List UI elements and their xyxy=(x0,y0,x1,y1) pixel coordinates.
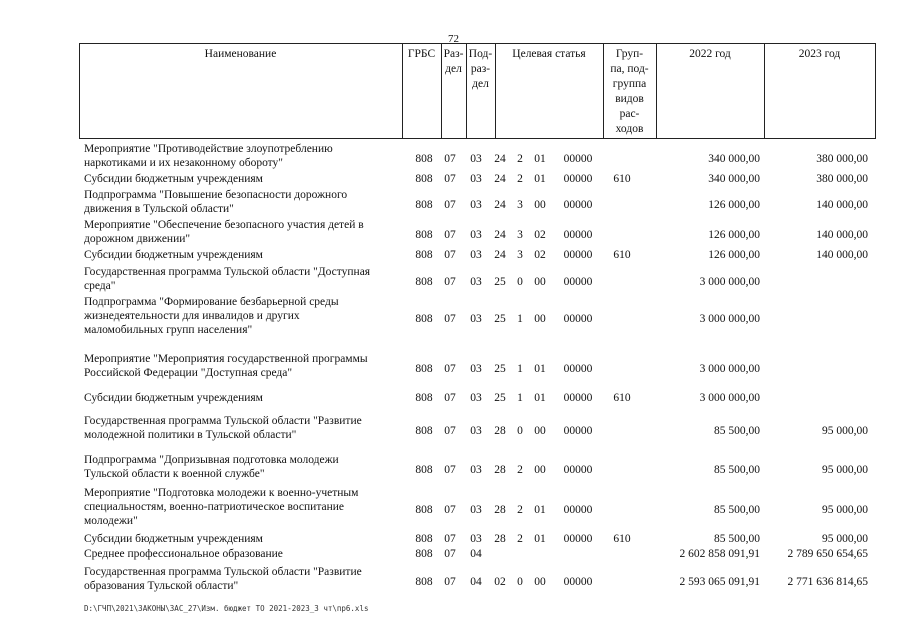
table-row xyxy=(84,414,874,442)
row-target-event: 01 xyxy=(534,173,546,185)
row-amount-2022: 3 000 000,00 xyxy=(699,363,760,375)
row-amount-2022: 126 000,00 xyxy=(708,249,760,261)
row-name-line: Субсидии бюджетным учреждениям xyxy=(84,249,263,261)
row-name-line: образования Тульской области" xyxy=(84,580,239,592)
row-grbs: 808 xyxy=(415,173,433,185)
table-row xyxy=(84,265,874,293)
row-name xyxy=(84,547,400,561)
row-target-code: 00000 xyxy=(563,392,593,404)
row-target-program: 28 xyxy=(494,504,506,516)
row-name-line: Субсидии бюджетным учреждениям xyxy=(84,173,263,185)
row-amount-2022: 340 000,00 xyxy=(708,153,760,165)
row-podrazdel: 03 xyxy=(470,199,482,211)
row-name-line: Мероприятие "Обеспечение безопасного участия детей в xyxy=(84,219,364,231)
table-row xyxy=(84,547,874,561)
row-name-line: движения в Тульской области" xyxy=(84,203,234,215)
row-name-line: жизнедеятельности для инвалидов и других xyxy=(84,310,300,322)
row-amount-2022: 85 500,00 xyxy=(714,425,760,437)
row-target-code: 00000 xyxy=(563,533,593,545)
row-expense-group: 610 xyxy=(613,249,631,261)
row-target-code: 00000 xyxy=(563,153,593,165)
table-row xyxy=(84,142,874,170)
header-grbs: ГРБС xyxy=(407,48,436,60)
row-razdel: 07 xyxy=(444,276,456,288)
table-row xyxy=(84,218,874,246)
row-target-subprogram: 2 xyxy=(517,533,523,545)
table-row xyxy=(84,486,874,528)
row-grbs: 808 xyxy=(415,229,433,241)
row-podrazdel: 03 xyxy=(470,425,482,437)
row-expense-group: 610 xyxy=(613,533,631,545)
row-grbs: 808 xyxy=(415,533,433,545)
row-amount-2022: 2 602 858 091,91 xyxy=(679,548,760,560)
row-target-code: 00000 xyxy=(563,199,593,211)
row-razdel: 07 xyxy=(444,153,456,165)
row-target-event: 02 xyxy=(534,249,546,261)
row-amount-2022: 85 500,00 xyxy=(714,464,760,476)
row-grbs: 808 xyxy=(415,249,433,261)
row-target-program: 02 xyxy=(494,576,506,588)
row-target-code: 00000 xyxy=(563,576,593,588)
row-name-line: Субсидии бюджетным учреждениям xyxy=(84,392,263,404)
row-amount-2022: 340 000,00 xyxy=(708,173,760,185)
row-podrazdel: 03 xyxy=(470,173,482,185)
page-number: 72 xyxy=(448,33,459,45)
row-amount-2023: 380 000,00 xyxy=(816,153,868,165)
table-row xyxy=(84,352,874,380)
row-target-subprogram: 2 xyxy=(517,153,523,165)
row-amount-2023: 2 789 650 654,65 xyxy=(787,548,868,560)
row-amount-2022: 2 593 065 091,91 xyxy=(679,576,760,588)
row-name-line: Тульской области к военной службе" xyxy=(84,468,265,480)
row-amount-2023: 95 000,00 xyxy=(822,425,868,437)
row-name-line: Подпрограмма "Формирование безбарьерной среды xyxy=(84,296,339,308)
row-amount-2022: 126 000,00 xyxy=(708,229,760,241)
file-path: D:\ГЧП\2021\ЗАКОНЫ\ЗАС_27\Изм. бюджет ТО 2021-2023_3 чт\пр6.xls xyxy=(84,604,369,613)
row-name-line: дорожном движении" xyxy=(84,233,191,245)
row-target-program: 24 xyxy=(494,229,506,241)
row-target-event: 01 xyxy=(534,533,546,545)
row-amount-2023: 95 000,00 xyxy=(822,533,868,545)
row-name xyxy=(84,295,400,337)
row-amount-2023: 95 000,00 xyxy=(822,464,868,476)
row-target-event: 00 xyxy=(534,464,546,476)
row-target-event: 01 xyxy=(534,392,546,404)
row-target-event: 01 xyxy=(534,363,546,375)
row-grbs: 808 xyxy=(415,425,433,437)
row-name-line: специальностям, военно-патриотическое воспитание xyxy=(84,501,345,513)
row-razdel: 07 xyxy=(444,425,456,437)
row-target-program: 28 xyxy=(494,425,506,437)
row-expense-group: 610 xyxy=(613,173,631,185)
row-name xyxy=(84,486,400,528)
row-grbs: 808 xyxy=(415,313,433,325)
table-row xyxy=(84,565,874,593)
row-podrazdel: 03 xyxy=(470,464,482,476)
row-target-subprogram: 2 xyxy=(517,504,523,516)
row-target-code: 00000 xyxy=(563,249,593,261)
table-row xyxy=(84,248,874,262)
row-name xyxy=(84,188,400,216)
row-amount-2022: 85 500,00 xyxy=(714,533,760,545)
row-name-line: молодежи" xyxy=(84,515,138,527)
row-name xyxy=(84,352,400,380)
row-target-code: 00000 xyxy=(563,425,593,437)
row-name-line: Субсидии бюджетным учреждениям xyxy=(84,533,263,545)
row-target-subprogram: 2 xyxy=(517,173,523,185)
row-amount-2022: 126 000,00 xyxy=(708,199,760,211)
row-podrazdel: 03 xyxy=(470,276,482,288)
row-amount-2022: 85 500,00 xyxy=(714,504,760,516)
row-target-subprogram: 2 xyxy=(517,464,523,476)
row-grbs: 808 xyxy=(415,464,433,476)
row-name-line: молодежной политики в Тульской области" xyxy=(84,429,297,441)
row-name-line: Мероприятие "Подготовка молодежи к военно-учетным xyxy=(84,487,359,499)
row-target-event: 00 xyxy=(534,425,546,437)
row-target-code: 00000 xyxy=(563,229,593,241)
row-target-subprogram: 1 xyxy=(517,313,523,325)
row-name-line: Среднее профессиональное образование xyxy=(84,548,283,560)
table-row xyxy=(84,172,874,186)
row-name-line: маломобильных групп населения" xyxy=(84,324,253,336)
row-expense-group: 610 xyxy=(613,392,631,404)
table-header xyxy=(79,43,876,139)
row-name xyxy=(84,265,400,293)
header-name: Наименование xyxy=(204,48,277,60)
row-razdel: 07 xyxy=(444,576,456,588)
row-target-event: 01 xyxy=(534,504,546,516)
row-target-subprogram: 0 xyxy=(517,425,523,437)
row-grbs: 808 xyxy=(415,153,433,165)
row-name xyxy=(84,142,400,170)
row-amount-2023: 140 000,00 xyxy=(816,229,868,241)
row-name-line: Государственная программа Тульской области "Доступная xyxy=(84,266,371,278)
header-razdel: Раз- дел xyxy=(443,48,464,75)
row-name xyxy=(84,248,400,262)
row-target-subprogram: 1 xyxy=(517,392,523,404)
table-row xyxy=(84,391,874,405)
row-amount-2023: 140 000,00 xyxy=(816,249,868,261)
table-row xyxy=(84,295,874,337)
row-grbs: 808 xyxy=(415,548,433,560)
row-target-program: 28 xyxy=(494,533,506,545)
row-grbs: 808 xyxy=(415,392,433,404)
row-amount-2022: 3 000 000,00 xyxy=(699,313,760,325)
row-podrazdel: 03 xyxy=(470,229,482,241)
row-podrazdel: 03 xyxy=(470,392,482,404)
row-target-program: 24 xyxy=(494,249,506,261)
row-target-program: 24 xyxy=(494,173,506,185)
row-amount-2022: 3 000 000,00 xyxy=(699,276,760,288)
row-target-code: 00000 xyxy=(563,173,593,185)
row-podrazdel: 03 xyxy=(470,313,482,325)
row-target-code: 00000 xyxy=(563,313,593,325)
row-name-line: Государственная программа Тульской области "Развитие xyxy=(84,566,362,578)
row-podrazdel: 03 xyxy=(470,533,482,545)
row-amount-2023: 2 771 636 814,65 xyxy=(787,576,868,588)
row-target-code: 00000 xyxy=(563,504,593,516)
row-name xyxy=(84,218,400,246)
row-target-program: 24 xyxy=(494,199,506,211)
row-name xyxy=(84,565,400,593)
row-grbs: 808 xyxy=(415,199,433,211)
row-name xyxy=(84,391,400,405)
table-row xyxy=(84,453,874,481)
row-grbs: 808 xyxy=(415,576,433,588)
row-podrazdel: 03 xyxy=(470,363,482,375)
row-target-event: 02 xyxy=(534,229,546,241)
row-podrazdel: 04 xyxy=(470,576,482,588)
row-podrazdel: 03 xyxy=(470,504,482,516)
row-target-program: 28 xyxy=(494,464,506,476)
row-target-subprogram: 1 xyxy=(517,363,523,375)
row-podrazdel: 04 xyxy=(470,548,482,560)
row-razdel: 07 xyxy=(444,249,456,261)
row-podrazdel: 03 xyxy=(470,249,482,261)
row-name-line: наркотиками и их незаконному обороту" xyxy=(84,157,283,169)
row-target-program: 25 xyxy=(494,276,506,288)
row-amount-2023: 95 000,00 xyxy=(822,504,868,516)
header-podrazdel: Под- раз- дел xyxy=(468,48,493,90)
row-name-line: Подпрограмма "Повышение безопасности дорожного xyxy=(84,189,348,201)
row-razdel: 07 xyxy=(444,313,456,325)
row-target-code: 00000 xyxy=(563,464,593,476)
row-razdel: 07 xyxy=(444,363,456,375)
row-razdel: 07 xyxy=(444,199,456,211)
row-name xyxy=(84,172,400,186)
row-razdel: 07 xyxy=(444,464,456,476)
row-target-event: 01 xyxy=(534,153,546,165)
row-name xyxy=(84,532,400,546)
row-razdel: 07 xyxy=(444,533,456,545)
row-name xyxy=(84,414,400,442)
row-grbs: 808 xyxy=(415,276,433,288)
row-target-subprogram: 3 xyxy=(517,249,523,261)
row-target-program: 25 xyxy=(494,363,506,375)
row-target-event: 00 xyxy=(534,313,546,325)
row-target-subprogram: 3 xyxy=(517,199,523,211)
row-name-line: Мероприятие "Противодействие злоупотреблению xyxy=(84,143,333,155)
header-2023: 2023 год xyxy=(798,48,841,60)
row-name-line: среда" xyxy=(84,280,116,292)
row-target-program: 24 xyxy=(494,153,506,165)
row-amount-2023: 380 000,00 xyxy=(816,173,868,185)
row-target-subprogram: 0 xyxy=(517,576,523,588)
row-target-event: 00 xyxy=(534,576,546,588)
row-amount-2022: 3 000 000,00 xyxy=(699,392,760,404)
header-group: Груп- па, под- группа видов рас- ходов xyxy=(610,48,649,135)
row-target-event: 00 xyxy=(534,199,546,211)
row-razdel: 07 xyxy=(444,504,456,516)
row-target-subprogram: 0 xyxy=(517,276,523,288)
row-name-line: Государственная программа Тульской области "Развитие xyxy=(84,415,362,427)
row-target-program: 25 xyxy=(494,392,506,404)
row-grbs: 808 xyxy=(415,504,433,516)
row-razdel: 07 xyxy=(444,229,456,241)
row-name xyxy=(84,453,400,481)
row-target-subprogram: 3 xyxy=(517,229,523,241)
row-name-line: Подпрограмма "Допризывная подготовка молодежи xyxy=(84,454,339,466)
header-target: Целевая статья xyxy=(512,48,586,60)
table-row xyxy=(84,532,874,546)
row-target-code: 00000 xyxy=(563,276,593,288)
row-podrazdel: 03 xyxy=(470,153,482,165)
header-2022: 2022 год xyxy=(689,48,731,60)
row-name-line: Мероприятие "Мероприятия государственной программы xyxy=(84,353,368,365)
row-razdel: 07 xyxy=(444,392,456,404)
table-row xyxy=(84,188,874,216)
row-target-event: 00 xyxy=(534,276,546,288)
row-target-program: 25 xyxy=(494,313,506,325)
row-target-code: 00000 xyxy=(563,363,593,375)
row-grbs: 808 xyxy=(415,363,433,375)
row-name-line: Российской Федерации "Доступная среда" xyxy=(84,367,293,379)
row-razdel: 07 xyxy=(444,548,456,560)
row-amount-2023: 140 000,00 xyxy=(816,199,868,211)
row-razdel: 07 xyxy=(444,173,456,185)
